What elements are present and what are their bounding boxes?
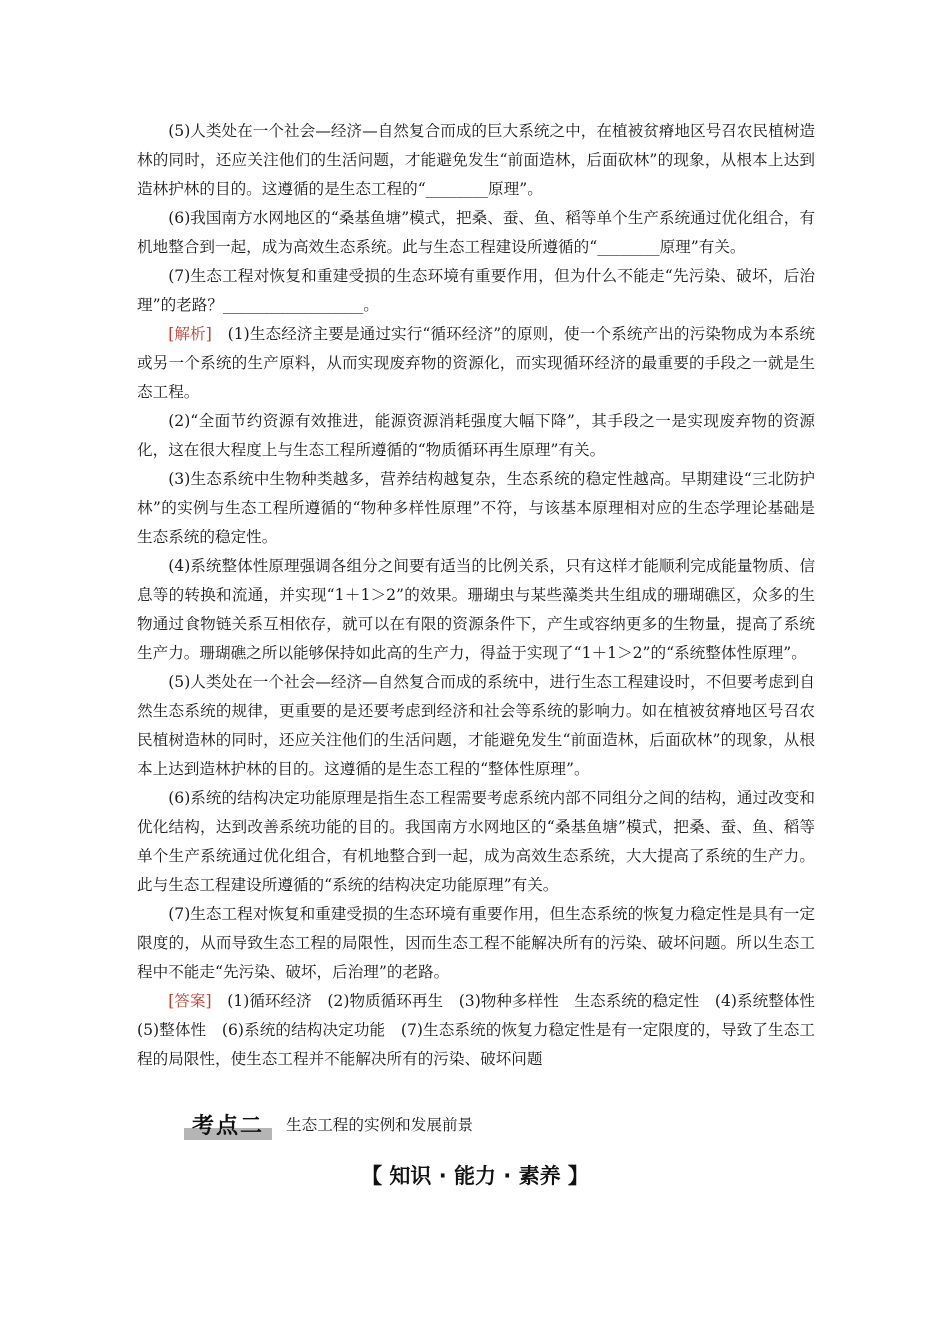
analysis-tag: [解析] — [168, 325, 212, 343]
analysis-4: (4)系统整体性原理强调各组分之间要有适当的比例关系，只有这样才能顺利完成能量物质、信息等的转换和流通，并实现“1＋1＞2”的效果。珊瑚虫与某些藻类共生组成的珊瑚礁区，众多的生物通过食物链关系互相依存，就可以在有限的资源条件下，产生或容纳更多的生物量，提高了系统生产力。珊瑚礁之所以能够保持如此高的生产力，得益于实现了“1＋1＞2”的“系统整体性原理”。 — [137, 557, 815, 662]
section-label: 考点二 — [184, 1109, 272, 1140]
analysis-5: (5)人类处在一个社会—经济—自然复合而成的系统中，进行生态工程建设时，不但要考虑到自然生态系统的规律，更重要的是还要考虑到经济和社会等系统的影响力。如在植被贫瘠地区号召农民植树造林的同时，还应关注他们的生活问题，才能避免发生“前面造林，后面砍林”的现象，从根本上达到造林护林的目的。这遵循的是生态工程的“整体性原理”。 — [137, 673, 815, 778]
question-7: (7)生态工程对恢复和重建受损的生态环境有重要作用，但为什么不能走“先污染、破坏，后治理”的老路？__________________。 — [137, 267, 815, 314]
answer-tag: [答案] — [168, 992, 212, 1010]
answer: [答案] (1)循环经济 (2)物质循环再生 (3)物种多样性 生态系统的稳定性 (4)系统整体性 (5)整体性 (6)系统的结构决定功能 (7)生态系统的恢复力稳定性是有一定限度的，导致了生态工程的局限性，使生态工程并不能解决所有的污染、破坏问题 — [137, 992, 831, 1068]
question-5: (5)人类处在一个社会—经济—自然复合而成的巨大系统之中，在植被贫瘠地区号召农民植树造林的同时，还应关注他们的生活问题，才能避免发生“前面造林，后面砍林”的现象，从根本上达到造林护林的目的。这遵循的是生态工程的“________原理”。 — [137, 122, 815, 198]
section-title: 生态工程的实例和发展前景 — [286, 1116, 474, 1134]
analysis-1: [解析] (1)生态经济主要是通过实行“循环经济”的原则，使一个系统产出的污染物成为本系统或另一个系统的生产原料，从而实现废弃物的资源化，而实现循环经济的最重要的手段之一就是生态工程。 — [137, 325, 815, 401]
section-heading — [184, 1108, 473, 1140]
analysis-6: (6)系统的结构决定功能原理是指生态工程需要考虑系统内部不同组分之间的结构，通过改变和优化结构，达到改善系统功能的目的。我国南方水网地区的“桑基鱼塘”模式，把桑、蚕、鱼、稻等单个生产系统通过优化组合，有机地整合到一起，成为高效生态系统，大大提高了系统的生产力。此与生态工程建设所遵循的“系统的结构决定功能原理”有关。 — [137, 789, 815, 894]
analysis-3: (3)生态系统中生物种类越多，营养结构越复杂，生态系统的稳定性越高。早期建设“三北防护林”的实例与生态工程所遵循的“物种多样性原理”不符，与该基本原理相对应的生态学理论基础是生态系统的稳定性。 — [137, 470, 815, 546]
analysis-2: (2)“全面节约资源有效推进，能源资源消耗强度大幅下降”，其手段之一是实现废弃物的资源化，这在很大程度上与生态工程所遵循的“物质循环再生原理”有关。 — [137, 412, 815, 459]
content-body — [137, 117, 831, 1074]
question-6: (6)我国南方水网地区的“桑基鱼塘”模式，把桑、蚕、鱼、稻等单个生产系统通过优化组合，有机地整合到一起，成为高效生态系统。此与生态工程建设所遵循的“________原理”有关。 — [137, 209, 815, 256]
knowledge-banner: 【 知识 · 能力 · 素养 】 — [361, 1164, 589, 1188]
analysis-7: (7)生态工程对恢复和重建受损的生态环境有重要作用，但生态系统的恢复力稳定性是具有一定限度的，从而导致生态工程的局限性，因而生态工程不能解决所有的污染、破坏问题。所以生态工程中不能走“先污染、破坏，后治理”的老路。 — [137, 905, 815, 981]
